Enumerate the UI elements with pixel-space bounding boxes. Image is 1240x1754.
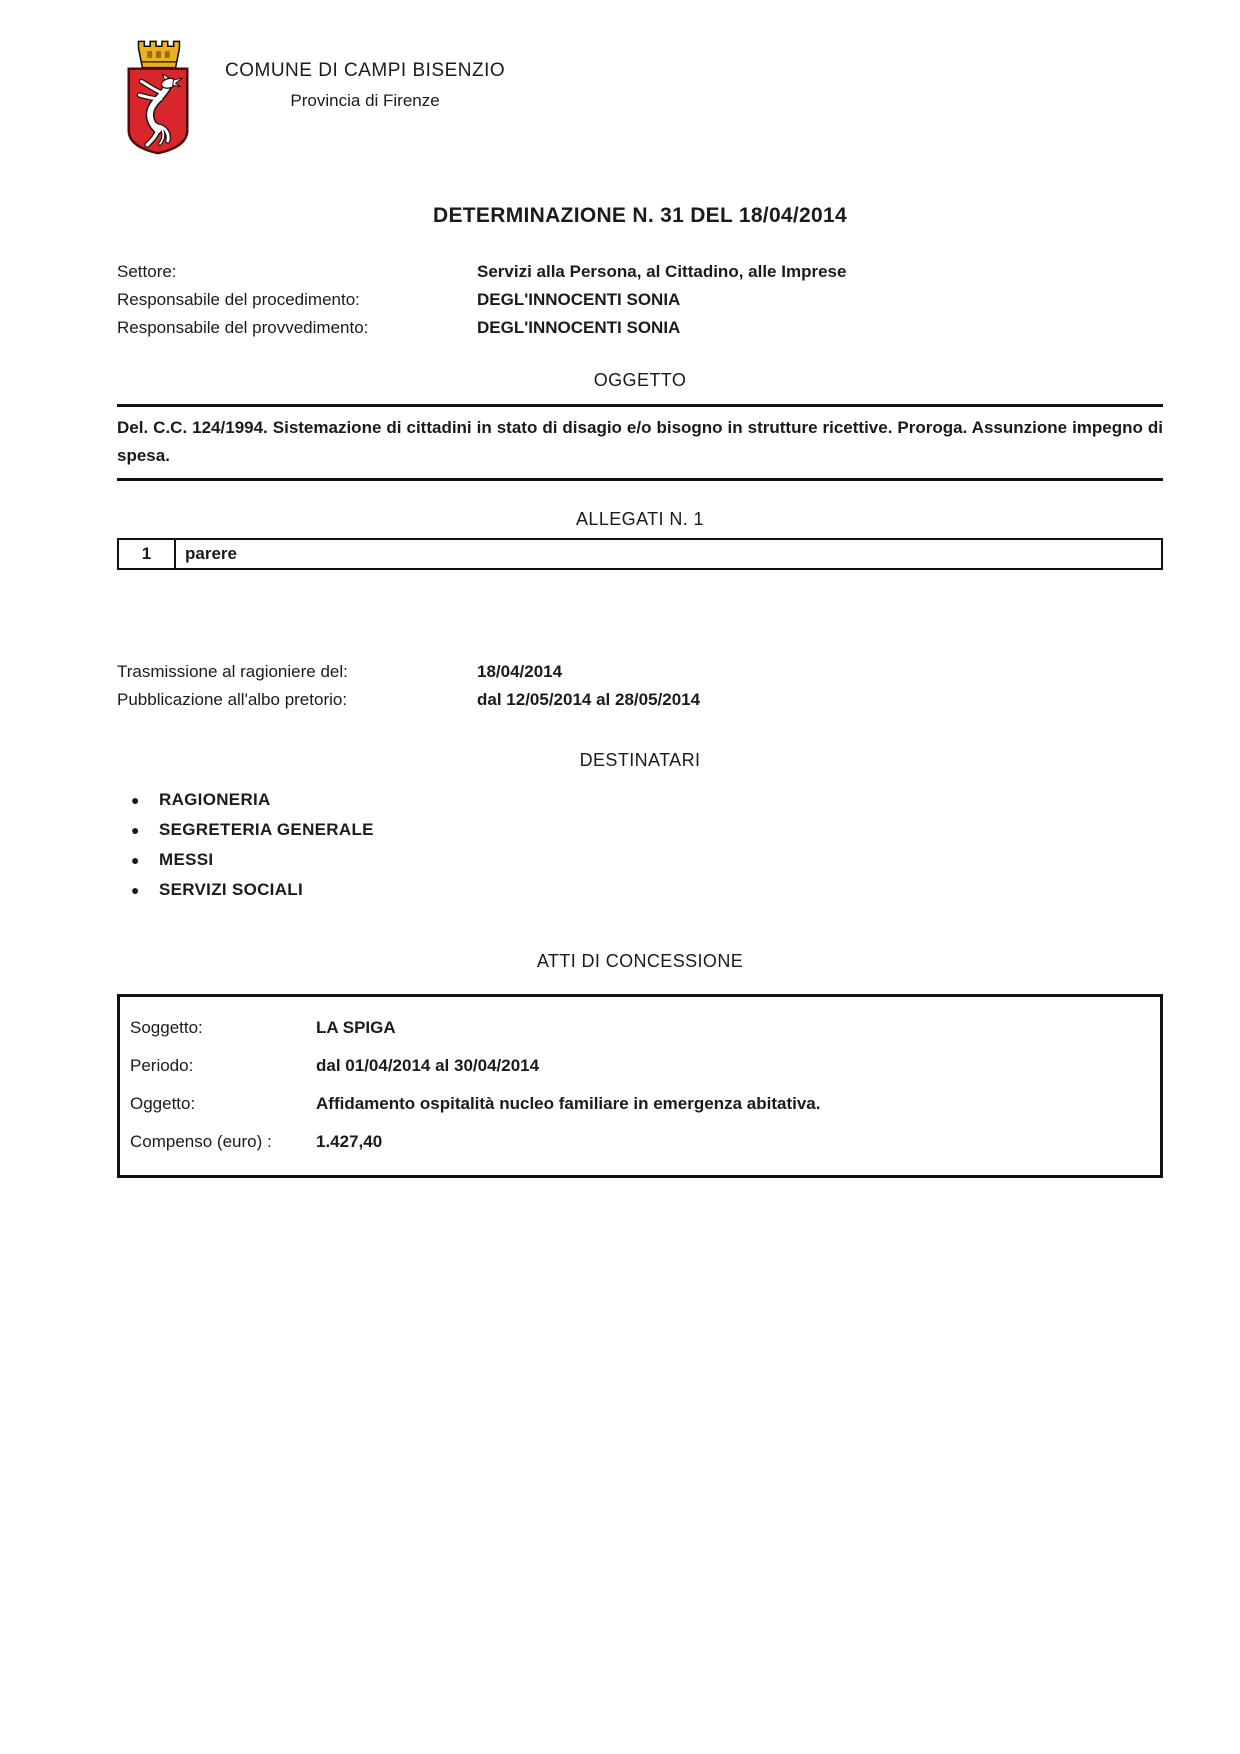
atti-concessione-box (117, 994, 1163, 1178)
field-value-soggetto: LA SPIGA (316, 1018, 396, 1037)
header-text (225, 60, 505, 111)
field-value-trasmissione: 18/04/2014 (477, 662, 563, 681)
field-label-soggetto: Soggetto: (130, 1018, 203, 1037)
allegato-number: 1 (118, 539, 175, 569)
field-label-oggetto-atto: Oggetto: (130, 1094, 196, 1113)
field-label-periodo: Periodo: (130, 1056, 194, 1075)
list-item (117, 875, 1163, 905)
province-name: Provincia di Firenze (290, 91, 440, 110)
destinatario-label: MESSI (159, 850, 214, 869)
list-item (117, 845, 1163, 875)
municipal-coat-of-arms-icon (117, 38, 199, 156)
field-label-settore: Settore: (117, 262, 177, 281)
bullet-icon: ● (131, 882, 140, 898)
field-value-oggetto-atto: Affidamento ospitalità nucleo familiare in emergenza abitativa. (316, 1094, 821, 1113)
municipality-name: COMUNE DI CAMPI BISENZIO (225, 60, 506, 81)
bullet-icon: ● (131, 822, 140, 838)
field-value-settore: Servizi alla Persona, al Cittadino, alle Imprese (477, 262, 847, 281)
destinatario-label: SERVIZI SOCIALI (159, 880, 303, 899)
field-value-resp-procedimento: DEGL'INNOCENTI SONIA (477, 290, 681, 309)
bullet-icon: ● (131, 852, 140, 868)
atti-heading: ATTI DI CONCESSIONE (536, 951, 744, 971)
destinatari-heading: DESTINATARI (579, 750, 701, 770)
info-fields (117, 258, 1163, 342)
field-label-pubblicazione: Pubblicazione all'albo pretorio: (117, 690, 348, 709)
list-item (117, 815, 1163, 845)
destinatari-list (117, 785, 1163, 905)
allegati-heading: ALLEGATI N. 1 (576, 509, 704, 529)
oggetto-heading: OGGETTO (593, 370, 687, 390)
document-title: DETERMINAZIONE N. 31 DEL 18/04/2014 (433, 204, 847, 227)
destinatario-label: SEGRETERIA GENERALE (159, 820, 374, 839)
oggetto-bottom-rule (117, 478, 1163, 481)
field-label-compenso: Compenso (euro) : (130, 1132, 272, 1151)
bullet-icon: ● (131, 792, 140, 808)
allegati-table (117, 538, 1163, 570)
field-label-resp-provvedimento: Responsabile del provvedimento: (117, 318, 369, 337)
crown-icon (138, 41, 179, 67)
list-item (117, 785, 1163, 815)
field-value-compenso: 1.427,40 (316, 1132, 383, 1151)
destinatario-label: RAGIONERIA (159, 790, 271, 809)
oggetto-body: Del. C.C. 124/1994. Sistemazione di cittadini in stato di disagio e/o bisogno in strutture ricettive. Proroga. Assunzione impegno di spesa. (117, 418, 1163, 465)
field-value-pubblicazione: dal 12/05/2014 al 28/05/2014 (477, 690, 701, 709)
field-label-resp-procedimento: Responsabile del procedimento: (117, 290, 360, 309)
atti-fields (130, 1009, 1160, 1161)
allegato-name: parere (175, 539, 1162, 569)
transmission-fields (117, 658, 1163, 714)
field-value-resp-provvedimento: DEGL'INNOCENTI SONIA (477, 318, 681, 337)
allegati-row (118, 539, 1162, 569)
field-value-periodo: dal 01/04/2014 al 30/04/2014 (316, 1056, 540, 1075)
field-label-trasmissione: Trasmissione al ragioniere del: (117, 662, 348, 681)
document-header (117, 0, 1163, 156)
